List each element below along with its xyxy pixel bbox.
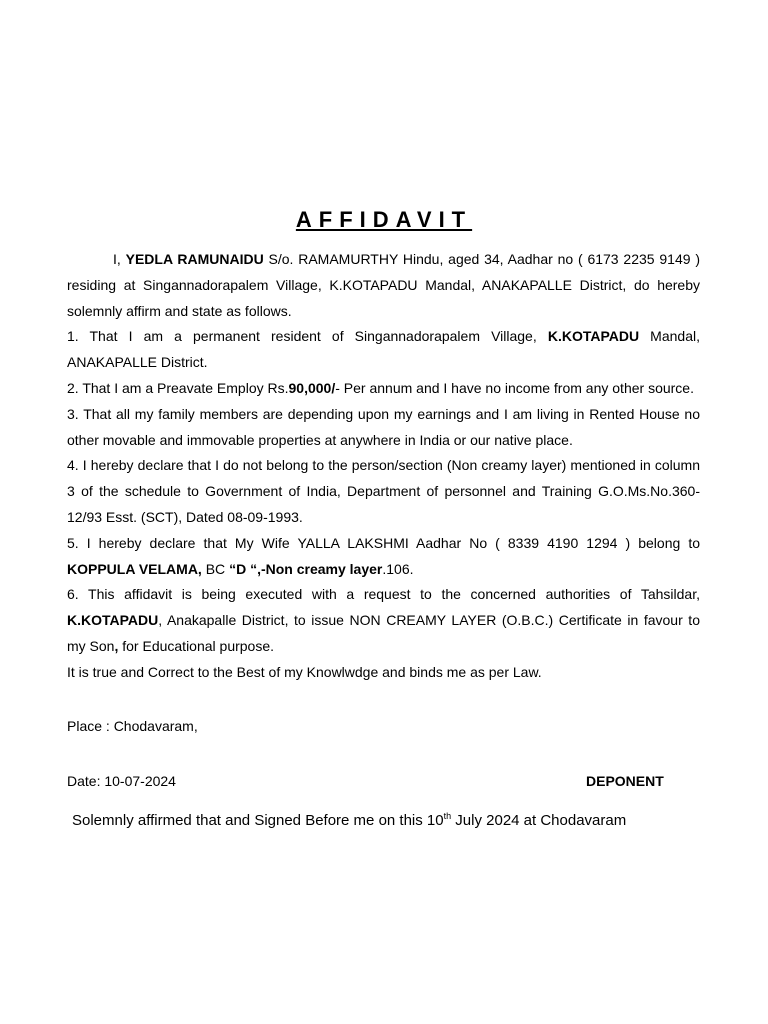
clause-5 — [67, 531, 700, 583]
clause-6-end: for Educational purpose. — [118, 637, 275, 654]
clause-5-end: .106. — [382, 560, 414, 577]
clause-1-end: Mandal, ANAKAPALLE District. — [67, 328, 700, 371]
clause-5-mid: BC — [201, 560, 230, 577]
clause-1 — [67, 324, 700, 376]
intro-paragraph — [67, 247, 700, 324]
clause-4: 4. I hereby declare that I do not belong to the person/section (Non creamy layer) mentioned in column 3 of the schedule to Government of India, Department of personnel and Training G.O.Ms.No.360-12/93 Esst. (SCT), Dated 08-09-1993. — [67, 457, 700, 525]
date-line: Date: 10-07-2024 — [67, 773, 176, 789]
deponent-name: YEDLA RAMUNAIDU — [125, 251, 264, 267]
intro-pre: I, — [113, 251, 126, 267]
clause-5-caste: KOPPULA VELAMA, — [67, 560, 202, 577]
clause-6-comma: , — [114, 637, 119, 654]
clause-5-category: “D “,-Non creamy layer — [229, 560, 383, 577]
place-line: Place : Chodavaram, — [67, 718, 198, 734]
clause-5-text: 5. I hereby declare that My Wife YALLA LAKSHMI Aadhar No ( 8339 4190 1294 ) belong to — [67, 534, 700, 551]
closing-statement: It is true and Correct to the Best of my Knowlwdge and binds me as per Law. — [67, 663, 542, 680]
clause-6-text: 6. This affidavit is being executed with a request to the concerned authorities of Tahsildar, — [67, 586, 700, 603]
clause-6-mid: , Anakapalle District, to issue NON CREAMY LAYER (O.B.C.) Certificate in favour to my Son — [67, 612, 700, 654]
clause-2 — [67, 376, 700, 402]
solemn-text: Solemnly affirmed that and Signed Before me on this 10 — [72, 812, 444, 829]
solemn-affirmation — [72, 811, 626, 829]
solemn-end: July 2024 at Chodavaram — [451, 812, 627, 829]
affidavit-body — [67, 247, 700, 686]
intro-rest: S/o. RAMAMURTHY Hindu, aged 34, Aadhar no ( 6173 2235 9149 ) residing at Singannadorapalem Village, K.KOTAPADU Mandal, ANAKAPALLE District, do hereby solemnly affirm and state as follows. — [67, 251, 700, 319]
clause-2-text: 2. That I am a Preavate Employ Rs. — [67, 379, 289, 396]
deponent-label: DEPONENT — [586, 773, 664, 789]
clause-2-end: - Per annum and I have no income from any other source. — [335, 379, 694, 396]
document-title: AFFIDAVIT — [295, 207, 473, 232]
solemn-ordinal: th — [443, 811, 452, 821]
clause-1-bold: K.KOTAPADU — [547, 328, 640, 345]
clause-3: 3. That all my family members are depending upon my earnings and I am living in Rented House no other movable and immovable properties at anywhere in India or our native place. — [67, 405, 700, 448]
clause-2-amount: 90,000/ — [288, 379, 336, 396]
clause-6 — [67, 582, 700, 659]
clause-6-place: K.KOTAPADU — [67, 612, 159, 629]
clause-1-text: 1. That I am a permanent resident of Singannadorapalem Village, — [67, 328, 548, 345]
